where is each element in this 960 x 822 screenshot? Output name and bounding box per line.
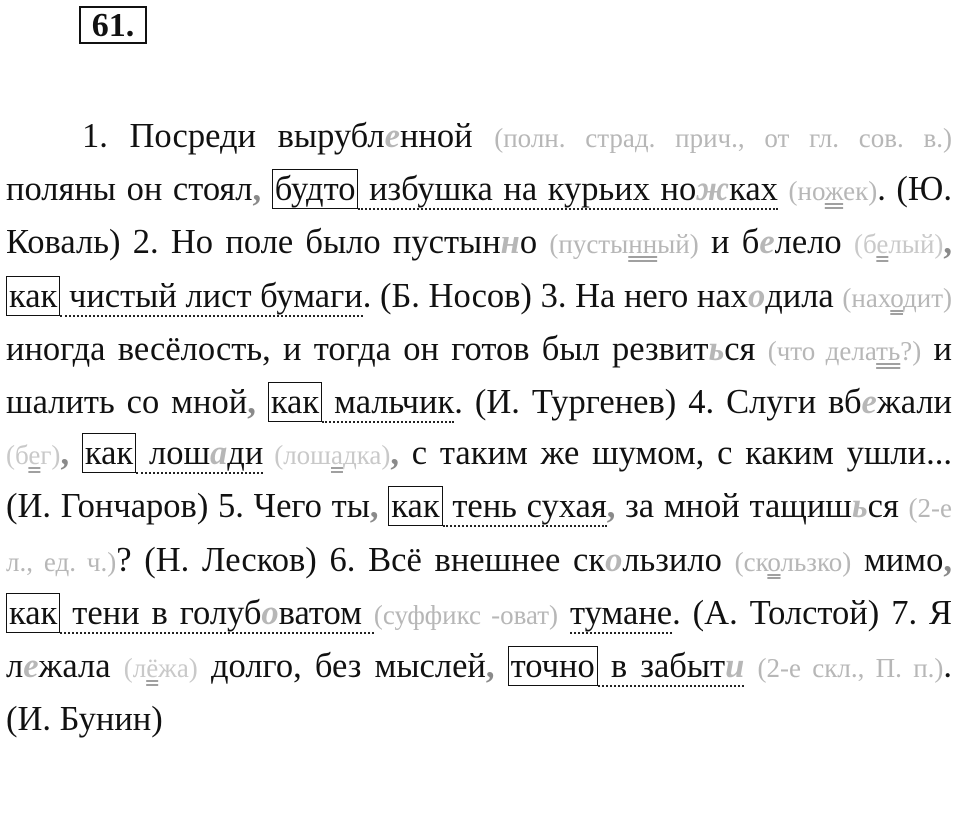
punctuation-mark: , xyxy=(943,540,952,579)
check-word-part: (нах xyxy=(842,282,891,313)
spelling-letter: е xyxy=(759,223,775,262)
punctuation-mark: , xyxy=(390,434,400,473)
text: мимо xyxy=(851,540,944,579)
check-word xyxy=(124,653,198,683)
grammar-note: (2-е скл., П. п.) xyxy=(757,653,944,684)
text: поляны он стоял xyxy=(6,170,253,209)
spelling-letter: е xyxy=(23,647,39,686)
text: лош xyxy=(136,434,211,473)
text: 3. На него нах xyxy=(540,276,748,315)
check-word-part: (пусты xyxy=(549,229,629,260)
check-word-part: лый) xyxy=(888,229,944,260)
check-word-part: (лош xyxy=(263,440,331,471)
grammar-note: (полн. страд. прич., от гл. сов. в.) xyxy=(494,123,953,153)
check-word-part: (что дела xyxy=(767,335,877,366)
comparative-phrase: тень сухая xyxy=(442,487,607,526)
conjunction-boxed: как xyxy=(82,433,136,473)
text: 6. Всё внешнее ск xyxy=(329,540,606,579)
text: жали xyxy=(876,383,953,422)
spelling-letter: н xyxy=(500,223,520,262)
check-word-part: ?) xyxy=(900,335,922,366)
author: . (И. Бунин) xyxy=(6,647,953,739)
punctuation-mark: , xyxy=(60,434,70,473)
check-letter: е xyxy=(876,229,889,260)
text: иногда весёлость, и тогда он готов был резвит xyxy=(6,329,709,368)
exercise-text xyxy=(6,111,952,745)
spelling-letter: и xyxy=(725,647,745,686)
grammar-note: (суффикс -оват) xyxy=(373,599,559,630)
text: льзило xyxy=(622,540,735,579)
spelling-letter: а xyxy=(210,434,228,473)
conjunction-boxed: как xyxy=(388,486,442,526)
comparative-phrase xyxy=(60,594,374,634)
check-word-part: (б xyxy=(6,440,29,471)
punctuation-mark: , xyxy=(606,487,616,526)
text: ся xyxy=(724,329,768,368)
text: и б xyxy=(698,223,760,262)
comparative-phrase xyxy=(358,170,777,210)
spelling-letter: е xyxy=(861,383,877,422)
text: ватом xyxy=(278,593,374,632)
check-letter: а xyxy=(330,440,343,471)
punctuation-mark: , xyxy=(943,223,953,262)
check-letter: о xyxy=(767,546,781,577)
conjunction-boxed: как xyxy=(268,382,322,422)
text: дила xyxy=(765,276,843,315)
text: ди xyxy=(227,434,264,473)
text: и шалить со мной xyxy=(6,329,953,422)
spelling-letter: о xyxy=(605,540,623,579)
comparative-phrase: мальчик xyxy=(322,383,455,422)
check-word-part: ый) xyxy=(657,229,699,260)
space xyxy=(256,383,268,421)
spelling-letter: ь xyxy=(851,487,868,526)
punctuation-mark: , xyxy=(485,647,495,686)
space xyxy=(744,647,757,685)
check-word xyxy=(735,547,852,577)
comparative-phrase: тумане xyxy=(570,593,673,632)
check-word-part: дка) xyxy=(342,440,391,471)
text: о xyxy=(519,223,550,262)
text: 7. Я л xyxy=(6,593,953,686)
check-word-part: (л xyxy=(123,653,147,684)
check-word-part: (б xyxy=(853,229,877,260)
space xyxy=(261,170,272,208)
space xyxy=(379,487,389,525)
text: ся xyxy=(867,487,909,526)
check-word-part: дит) xyxy=(903,282,952,313)
check-letter: е xyxy=(28,440,41,471)
text: 1. Посреди вырубл xyxy=(82,117,385,155)
check-word xyxy=(263,440,390,470)
text: 2. Но поле было пустын xyxy=(132,223,501,262)
author: . (А. Толстой) xyxy=(672,593,892,632)
text: в забыт xyxy=(597,647,726,686)
punctuation-mark: , xyxy=(369,487,379,526)
text: жала xyxy=(38,647,124,686)
spelling-letter: о xyxy=(747,276,766,315)
check-letter: нн xyxy=(628,229,658,260)
text: долго, без мыслей xyxy=(197,647,486,686)
text: избушка на курьих но xyxy=(358,170,697,209)
space xyxy=(69,434,82,472)
spelling-letter: е xyxy=(384,117,400,155)
text: тени в голуб xyxy=(60,593,262,632)
comparative-phrase xyxy=(136,434,263,474)
exercise-number: 61. xyxy=(79,6,147,44)
conjunction-boxed: как xyxy=(6,276,60,316)
text: с таким же шумом, с каким ушли... (И. Гончаров) xyxy=(6,434,952,526)
grammar-note: (2-е л., ед. ч.) xyxy=(6,493,953,577)
comparative-phrase: чистый лист бумаги xyxy=(60,276,363,315)
check-word xyxy=(842,283,952,313)
text: за мной тащиш xyxy=(615,487,852,526)
check-word xyxy=(768,336,922,366)
check-word-part: льзко) xyxy=(780,546,852,577)
check-word xyxy=(789,176,878,206)
punctuation-mark: , xyxy=(252,170,262,209)
check-letter: ть xyxy=(876,335,901,366)
spelling-letter: ж xyxy=(696,170,730,209)
text: лело xyxy=(774,223,854,262)
check-word xyxy=(549,229,698,259)
punctuation-mark: , xyxy=(247,383,256,422)
check-letter: ё xyxy=(146,653,159,684)
check-word xyxy=(854,229,943,259)
comparative-phrase xyxy=(598,647,745,687)
conjunction-boxed: как xyxy=(6,593,60,633)
check-letter: ж xyxy=(824,176,844,207)
check-word-part: жа) xyxy=(158,653,198,684)
author: ? (Н. Лесков) xyxy=(116,540,330,579)
check-word-part: (но xyxy=(788,176,825,207)
space xyxy=(494,647,507,685)
conjunction-boxed: будто xyxy=(272,169,359,209)
text: нной xyxy=(399,117,495,155)
author: . (Б. Носов) xyxy=(362,276,541,315)
text: 4. Слуги вб xyxy=(688,383,862,422)
conjunction-boxed: точно xyxy=(508,646,598,686)
check-word-part: г) xyxy=(40,440,61,471)
author: . (И. Тургенев) xyxy=(454,383,689,422)
check-letter: о xyxy=(890,282,904,313)
spelling-letter: о xyxy=(261,593,279,632)
check-word-part: (ск xyxy=(734,546,768,577)
text: 5. Чего ты xyxy=(218,487,370,526)
check-word-part: ек) xyxy=(843,176,878,207)
check-word xyxy=(6,440,60,470)
text: ках xyxy=(729,170,778,209)
author: . (Ю. Коваль) xyxy=(6,170,952,262)
spelling-letter: ь xyxy=(708,329,725,368)
